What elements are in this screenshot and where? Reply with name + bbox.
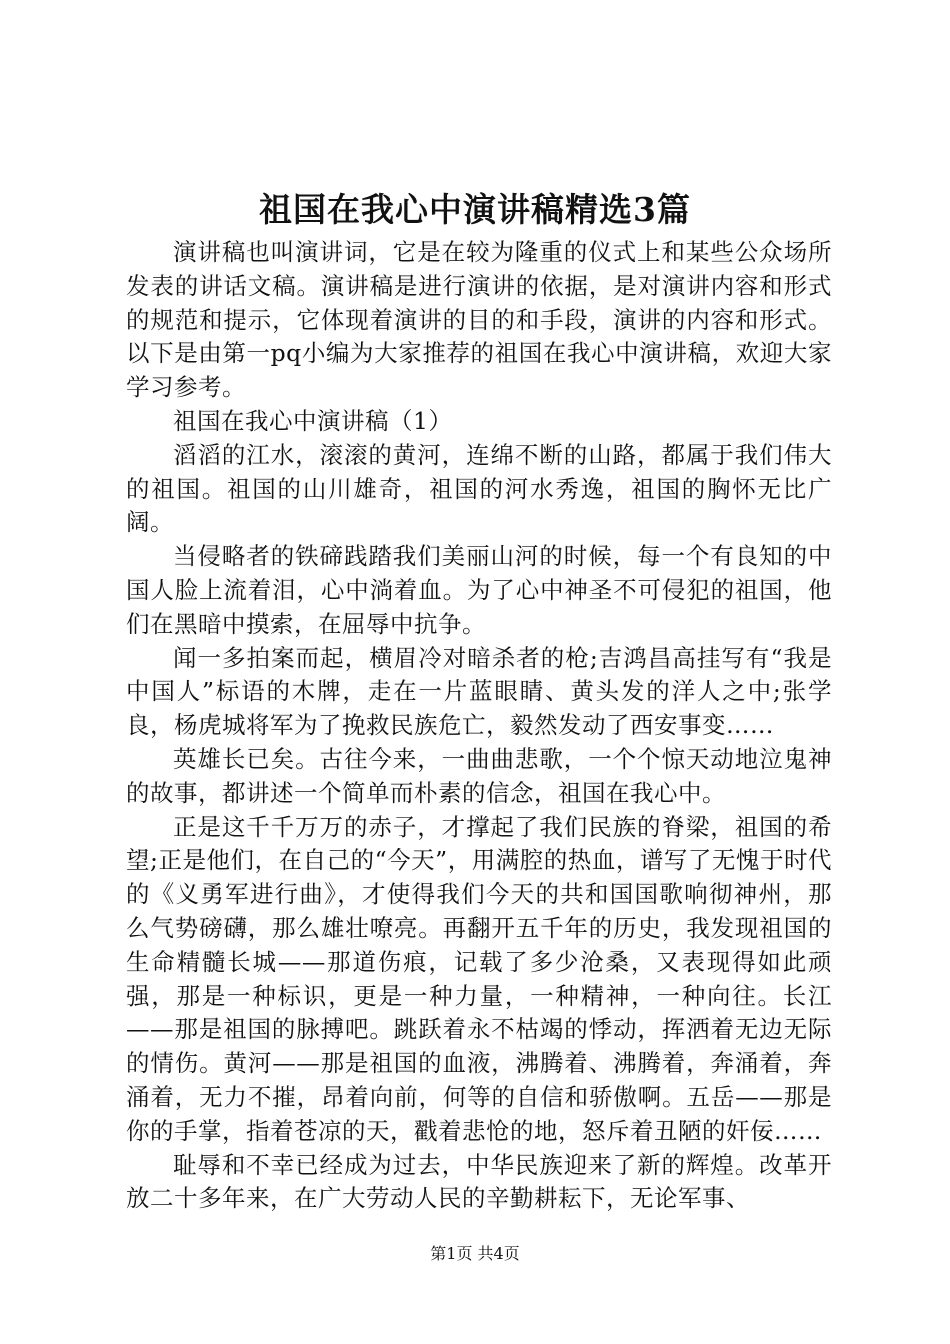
section-heading: 祖国在我心中演讲稿（1） <box>173 406 453 435</box>
body-paragraph: 正是这千千万万的赤子，才撑起了我们民族的脊梁，祖国的希望;正是他们，在自己的“今天”，用满腔的热血，谱写了无愧于时代的《义勇军进行曲》，才使得我们今天的共和国国歌响彻神州，那么气势磅礴，那么雄壮嘹亮。再翻开五千年的历史，我发现祖国的生命精髓长城——那道伤痕，记载了多少沧桑，又表现得如此顽强，那是一种标识，更是一种力量，一种精神，一种向往。长江——那是祖国的脉搏吧。跳跃着永不枯竭的悸动，挥洒着无边无际的情伤。黄河——那是祖国的血液，沸腾着、沸腾着，奔涌着，奔涌着，无力不摧，昂着向前，何等的自信和骄傲啊。五岳——那是你的手掌，指着苍凉的天，戳着悲怆的地，怒斥着丑陋的奸佞…… <box>126 812 832 1145</box>
body-paragraph: 耻辱和不幸已经成为过去，中华民族迎来了新的辉煌。改革开放二十多年来，在广大劳动人民的辛勤耕耘下，无论军事、 <box>126 1150 832 1213</box>
body-paragraph: 当侵略者的铁碲践踏我们美丽山河的时候，每一个有良知的中国人脸上流着泪，心中淌着血。为了心中神圣不可侵犯的祖国，他们在黑暗中摸索，在屈辱中抗争。 <box>126 542 832 638</box>
body-paragraph: 闻一多拍案而起，横眉冷对暗杀者的枪;吉鸿昌高挂写有“我是中国人”标语的木牌，走在一片蓝眼睛、黄头发的洋人之中;张学良，杨虎城将军为了挽救民族危亡，毅然发动了西安事变…… <box>126 643 832 740</box>
document-title: 祖国在我心中演讲稿精选3篇 <box>259 190 691 229</box>
intro-paragraph: 演讲稿也叫演讲词，它是在较为隆重的仪式上和某些公众场所发表的讲话文稿。演讲稿是进行演讲的依据，是对演讲内容和形式的规范和提示，它体现着演讲的目的和手段，演讲的内容和形式。以下是由第一pq小编为大家推荐的祖国在我心中演讲稿，欢迎大家学习参考。 <box>126 238 832 402</box>
page-footer: 第1页 共4页 <box>430 1244 520 1263</box>
document-body <box>126 236 832 1216</box>
body-paragraph: 滔滔的江水，滚滚的黄河，连绵不断的山路，都属于我们伟大的祖国。祖国的山川雄奇，祖国的河水秀逸，祖国的胸怀无比广阔。 <box>126 440 832 537</box>
body-paragraph: 英雄长已矣。古往今来，一曲曲悲歌，一个个惊天动地泣鬼神的故事，都讲述一个简单而朴素的信念，祖国在我心中。 <box>126 744 832 807</box>
